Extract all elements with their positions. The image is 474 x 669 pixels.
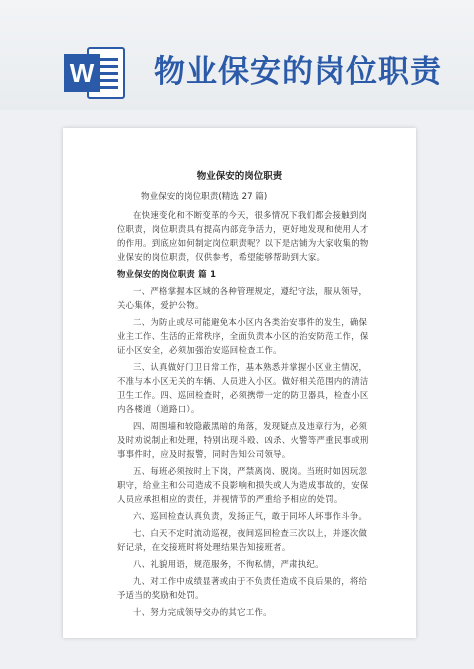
list-item: 九、对工作中成绩显著或由于不负责任造成不良后果的，将给予适当的奖励和处罚。 bbox=[117, 576, 368, 600]
document-title: 物业保安的岗位职责 bbox=[196, 171, 283, 182]
list-item: 十、努力完成领导交办的其它工作。 bbox=[133, 607, 272, 617]
word-document-icon bbox=[62, 44, 126, 102]
list-item: 四、周围墙和较隐蔽黑暗的角落，发现疑点及违章行为，必须及时劝说制止和处理，特别出现斗殴、凶杀、火警等严重民事或刑事事件时，应及时报警，同时告知公司领导。 bbox=[117, 421, 369, 459]
banner-title: 物业保安的岗位职责 bbox=[154, 54, 442, 90]
list-item: 六、巡回检查认真负责，发扬正气，敢于同坏人坏事作斗争。 bbox=[133, 511, 368, 521]
list-item: 三、认真做好门卫日常工作，基本熟悉并掌握小区业主情况，不准与本小区无关的车辆、人员进入小区。做好相关范围内的清洁卫生工作。四、巡回检查时，必须携带一定的防卫器具，检查小区内各楼道（道路口）。 bbox=[117, 362, 369, 414]
list-item: 一、严格掌握本区域的各种管理规定，遵纪守法，服从领导，关心集体，爱护公物。 bbox=[117, 286, 368, 310]
document-page bbox=[63, 128, 416, 638]
header-banner bbox=[0, 0, 474, 110]
document-body bbox=[117, 208, 373, 622]
intro-paragraph: 在快速变化和不断变革的今天，很多情况下我们都会接触到岗位职责，岗位职责具有提高内部竞争活力，更好地发现和使用人才的作用。到底应如何制定岗位职责呢？以下是店铺为大家收集的物业保安的岗位职责，仅供参考，希望能够帮助到大家。 bbox=[117, 210, 369, 262]
app-letter: W bbox=[69, 58, 95, 88]
document-subtitle: 物业保安的岗位职责(精选 27 篇) bbox=[141, 192, 268, 202]
section-heading: 物业保安的岗位职责 篇 1 bbox=[117, 269, 217, 279]
list-item: 二、为防止或尽可能避免本小区内各类治安事件的发生，确保业主工作、生活的正常秩序，全面负责本小区的治安防范工作，保证小区安全，必须加强治安巡回检查工作。 bbox=[117, 317, 369, 355]
list-item: 五、每班必须按时上下岗，严禁离岗、脱岗。当班时如因玩忽职守，给业主和公司造成不良影响和损失或人为造成事故的，安保人员应承担相应的责任，并视情节的严重给予相应的处罚。 bbox=[117, 466, 369, 504]
list-item: 八、礼貌用语，规范服务，不徇私情，严肃执纪。 bbox=[133, 559, 324, 569]
list-item: 七、白天不定时流动巡视，夜间巡回检查三次以上，并逐次做好记录，在交接班时将处理结果告知接班者。 bbox=[117, 528, 368, 552]
